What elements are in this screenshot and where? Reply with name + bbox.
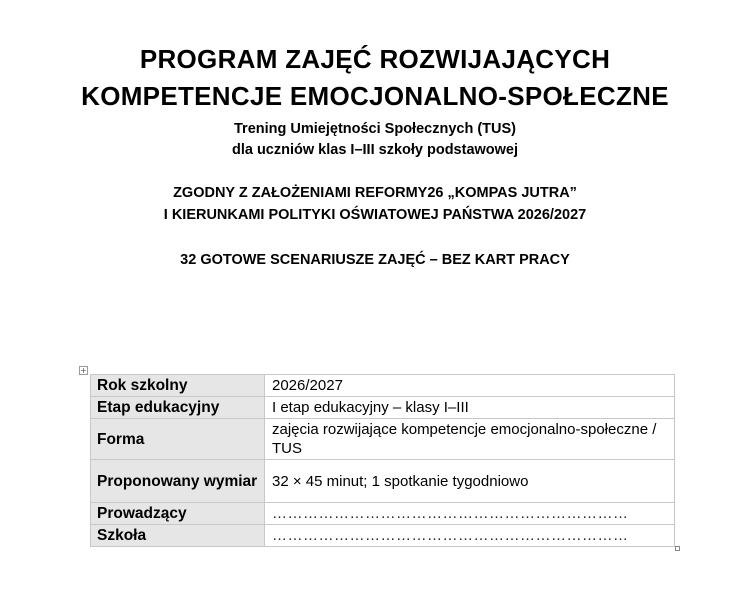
table-row bbox=[91, 525, 675, 547]
table-row bbox=[91, 419, 675, 460]
row-label-school-year: Rok szkolny bbox=[91, 375, 265, 397]
table-row bbox=[91, 460, 675, 503]
row-value-instructor[interactable]: …………………………………………………………… bbox=[265, 503, 675, 525]
table-row bbox=[91, 397, 675, 419]
subtitle-line-2: dla uczniów klas I–III szkoły podstawowej bbox=[231, 142, 519, 158]
table-row bbox=[91, 375, 675, 397]
row-label-proposed-duration: Proponowany wymiar bbox=[91, 460, 265, 503]
scenarios-line: 32 GOTOWE SCENARIUSZE ZAJĘĆ – BEZ KART PRACY bbox=[180, 252, 570, 268]
row-label-school: Szkoła bbox=[91, 525, 265, 547]
compliance-line-2: I KIERUNKAMI POLITYKI OŚWIATOWEJ PAŃSTWA 2026/2027 bbox=[163, 207, 587, 223]
row-value-school-year[interactable]: 2026/2027 bbox=[265, 375, 675, 397]
row-value-school[interactable]: …………………………………………………………… bbox=[265, 525, 675, 547]
subtitle-line-1: Trening Umiejętności Społecznych (TUS) bbox=[234, 121, 516, 137]
program-info-table bbox=[90, 374, 675, 547]
row-value-proposed-duration[interactable]: 32 × 45 minut; 1 spotkanie tygodniowo bbox=[265, 460, 675, 503]
row-label-form: Forma bbox=[91, 419, 265, 460]
document-title-line-2: KOMPETENCJE EMOCJONALNO-SPOŁECZNE bbox=[81, 81, 669, 111]
row-value-education-stage[interactable]: I etap edukacyjny – klasy I–III bbox=[265, 397, 675, 419]
document-title-line-1: PROGRAM ZAJĘĆ ROZWIJAJĄCYCH bbox=[139, 44, 611, 74]
row-value-form[interactable]: zajęcia rozwijające kompetencje emocjonalno-społeczne / TUS bbox=[265, 419, 675, 460]
table-resize-handle-icon[interactable] bbox=[675, 546, 680, 551]
compliance-line-1: ZGODNY Z ZAŁOŻENIAMI REFORMY26 „KOMPAS JUTRA” bbox=[173, 185, 577, 201]
row-label-instructor: Prowadzący bbox=[91, 503, 265, 525]
row-label-education-stage: Etap edukacyjny bbox=[91, 397, 265, 419]
table-row bbox=[91, 503, 675, 525]
move-handle-icon[interactable]: + bbox=[80, 366, 87, 375]
